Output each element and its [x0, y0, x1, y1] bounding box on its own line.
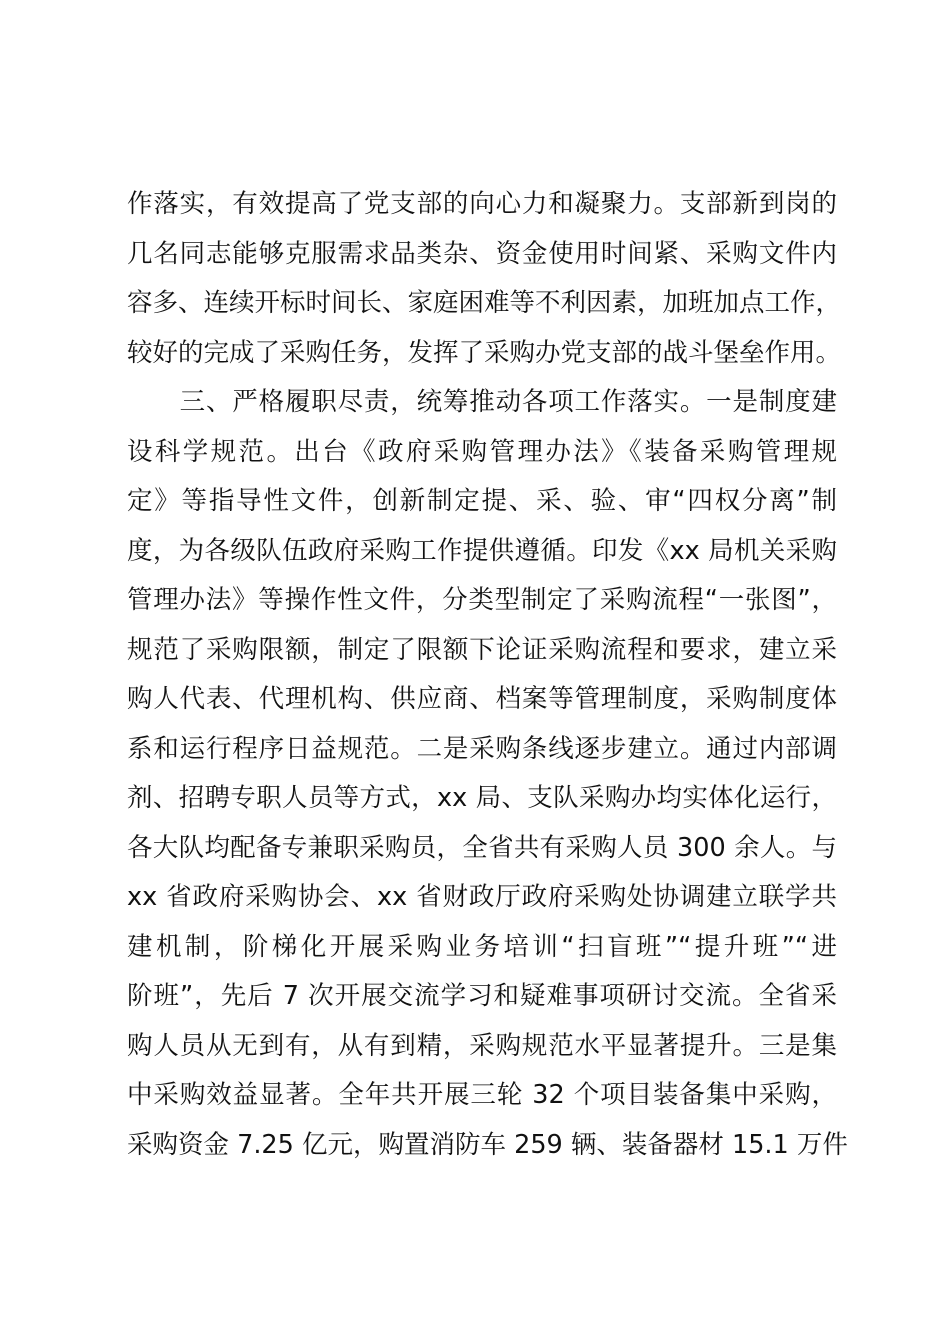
text-line: 剂、招聘专职人员等方式，xx 局、支队采购办均实体化运行， — [127, 783, 837, 813]
text-line: 购人员从无到有，从有到精，采购规范水平显著提升。三是集 — [127, 1030, 837, 1061]
text-line: 系和运行程序日益规范。二是采购条线逐步建立。通过内部调 — [127, 733, 837, 764]
text-line: 度，为各级队伍政府采购工作提供遵循。印发《xx 局机关采购 — [127, 535, 837, 566]
text-line: 较好的完成了采购任务，发挥了采购办党支部的战斗堡垒作用。 — [127, 337, 842, 368]
text-line: 定》等指导性文件，创新制定提、采、验、审“四权分离”制 — [127, 486, 837, 516]
text-line: 购人代表、代理机构、供应商、档案等管理制度，采购制度体 — [127, 684, 837, 714]
text-line: 建机制，阶梯化开展采购业务培训“扫盲班”“提升班”“进 — [127, 931, 837, 962]
text-line: 容多、连续开标时间长、家庭困难等不利因素，加班加点工作， — [127, 288, 842, 318]
text-line: 作落实，有效提高了党支部的向心力和凝聚力。支部新到岗的 — [127, 189, 837, 219]
text-line: 管理办法》等操作性文件，分类型制定了采购流程“一张图”， — [127, 585, 837, 615]
text-line: 三、严格履职尽责，统筹推动各项工作落实。一是制度建 — [127, 387, 837, 417]
text-line: 几名同志能够克服需求品类杂、资金使用时间紧、采购文件内 — [127, 238, 837, 269]
text-line: 中采购效益显著。全年共开展三轮 32 个项目装备集中采购， — [127, 1080, 837, 1110]
text-line: 阶班”，先后 7 次开展交流学习和疑难事项研讨交流。全省采 — [127, 981, 837, 1011]
text-line: 规范了采购限额，制定了限额下论证采购流程和要求，建立采 — [127, 634, 837, 665]
text-line: 设科学规范。出台《政府采购管理办法》《装备采购管理规 — [127, 436, 837, 467]
text-line: 采购资金 7.25 亿元，购置消防车 259 辆、装备器材 15.1 万件 — [127, 1129, 848, 1160]
text-line: 各大队均配备专兼职采购员，全省共有采购人员 300 余人。与 — [127, 832, 837, 863]
text-line: xx 省政府采购协会、xx 省财政厅政府采购处协调建立联学共 — [127, 882, 837, 912]
